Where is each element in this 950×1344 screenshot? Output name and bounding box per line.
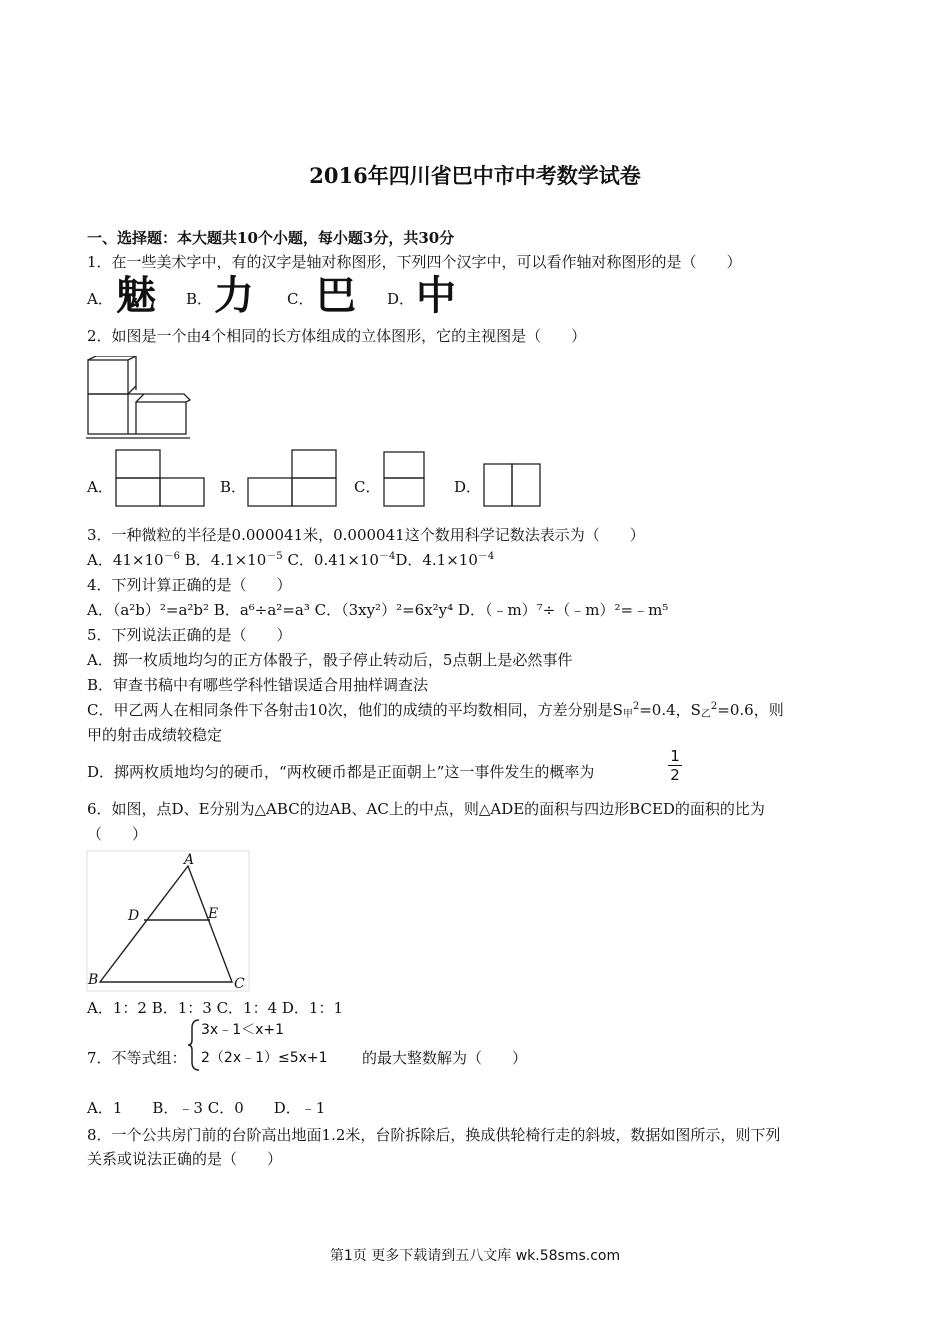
q1-label-a: A． [87, 290, 113, 308]
q2-option-a-figure [114, 448, 206, 510]
q5-stem: 5．下列说法正确的是（ ） [87, 626, 292, 644]
q2-option-b-figure [246, 448, 340, 510]
q2-option-d-figure [482, 462, 542, 508]
q5-option-c-line2: 甲的射击成绩较稳定 [87, 726, 223, 744]
q1-char-a: 魅 [116, 273, 156, 319]
q2-label-a: A． [87, 478, 113, 496]
q6-point-e: E [208, 906, 219, 922]
q3-exp-b: －5 [266, 551, 283, 562]
q7-inequality-1: 3x﹣1＜x+1 [201, 1022, 285, 1038]
q3-exp-a: －6 [163, 551, 180, 562]
q6-options: A．1：2 B．1：3 C．1：4 D．1：1 [87, 999, 344, 1017]
section-heading: 一、选择题：本大题共10个小题，每小题3分，共30分 [87, 229, 455, 247]
q2-label-c: C． [354, 478, 381, 496]
q6-point-c: C [234, 976, 245, 992]
q2-cube-figure [86, 356, 192, 440]
q1-label-d: D． [387, 290, 415, 308]
q5-option-a: A．掷一枚质地均匀的正方体骰子，骰子停止转动后，5点朝上是必然事件 [87, 651, 573, 669]
q1-label-c: C． [287, 290, 314, 308]
q6-stem: 6．如图，点D、E分别为△ABC的边AB、AC上的中点，则△ADE的面积与四边形BCED的面积的比为 [87, 800, 765, 818]
q7-options: A．1 B．﹣3 C．0 D．﹣1 [87, 1099, 326, 1117]
q5-sub-yi: 乙 [700, 709, 711, 720]
q5-sub-jia: 甲 [622, 709, 633, 720]
q5-option-c-part2: =0.4，S [639, 701, 701, 719]
q5-option-c: C．甲乙两人在相同条件下各射击10次，他们的成绩的平均数相同，方差分别是$S_甲^2=0.4$，$S_乙^2=0.6$，则 [87, 701, 784, 720]
q7-inequality-2: 2（2x﹣1）≤5x+1 [201, 1050, 328, 1066]
q1-label-b: B． [186, 290, 213, 308]
q5-frac-den: 2 [668, 765, 682, 784]
q3-option-a: A．41×10 [87, 551, 164, 569]
q2-option-c-figure [382, 450, 426, 510]
q5-option-c-part1: C．甲乙两人在相同条件下各射击10次，他们的成绩的平均数相同，方差分别是S [87, 701, 623, 719]
q3-option-d: D．4.1×10 [395, 551, 478, 569]
q2-stem: 2．如图是一个由4个相同的长方体组成的立体图形，它的主视图是（ ） [87, 327, 587, 345]
q5-fraction [668, 747, 682, 784]
q4-stem: 4．下列计算正确的是（ ） [87, 576, 292, 594]
q8-stem: 8．一个公共房门前的台阶高出地面1.2米，台阶拆除后，换成供轮椅行走的斜坡，数据如图所示，则下列 [87, 1126, 781, 1144]
q1-stem: 1．在一些美术字中，有的汉字是轴对称图形，下列四个汉字中，可以看作轴对称图形的是（ ） [87, 253, 742, 271]
q5-option-c-part3: =0.6，则 [717, 701, 784, 719]
q2-label-d: D． [454, 478, 482, 496]
q6-point-a: A [184, 852, 195, 868]
page-footer: 第1页 更多下载请到五八文库 wk.58sms.com [329, 1248, 621, 1264]
q3-exp-c: －4 [378, 551, 396, 562]
q3-option-b: B．4.1×10 [184, 551, 267, 569]
q6-stem-line2: （ ） [87, 825, 148, 843]
q5-option-b: B．审查书稿中有哪些学科性错误适合用抽样调查法 [87, 676, 429, 694]
q5-frac-num: 1 [670, 747, 680, 765]
q4-options: A．（a²b）²=a²b² B．a⁶÷a²=a³ C．（3xy²）²=6x²y⁴ D．（﹣m）⁷÷（﹣m）²=﹣m⁵ [87, 601, 669, 619]
q3-options [87, 550, 494, 570]
q6-triangle-figure [86, 850, 250, 992]
q1-char-d: 中 [416, 273, 456, 319]
q2-label-b: B． [220, 478, 247, 496]
q7-suffix: 的最大整数解为（ ） [362, 1049, 528, 1067]
q1-char-c: 巴 [316, 273, 356, 319]
page-title: 2016年四川省巴中市中考数学试卷 [309, 163, 641, 188]
q3-stem: 3．一种微粒的半径是0.000041米，0.000041这个数用科学记数法表示为（ ） [87, 526, 645, 544]
q6-point-b: B [88, 972, 99, 988]
q7-prefix: 7．不等式组： [87, 1049, 187, 1067]
q8-stem-line2: 关系或说法正确的是（ ） [87, 1150, 283, 1168]
q1-char-b: 力 [214, 273, 254, 319]
q6-point-d: D [128, 908, 140, 924]
q7-brace [186, 1018, 202, 1072]
q5-option-d: D．掷两枚质地均匀的硬币，“两枚硬币都是正面朝上”这一事件发生的概率为 [87, 763, 595, 781]
q3-exp-d: －4 [477, 551, 495, 562]
q3-option-c: C．0.41×10 [287, 551, 379, 569]
